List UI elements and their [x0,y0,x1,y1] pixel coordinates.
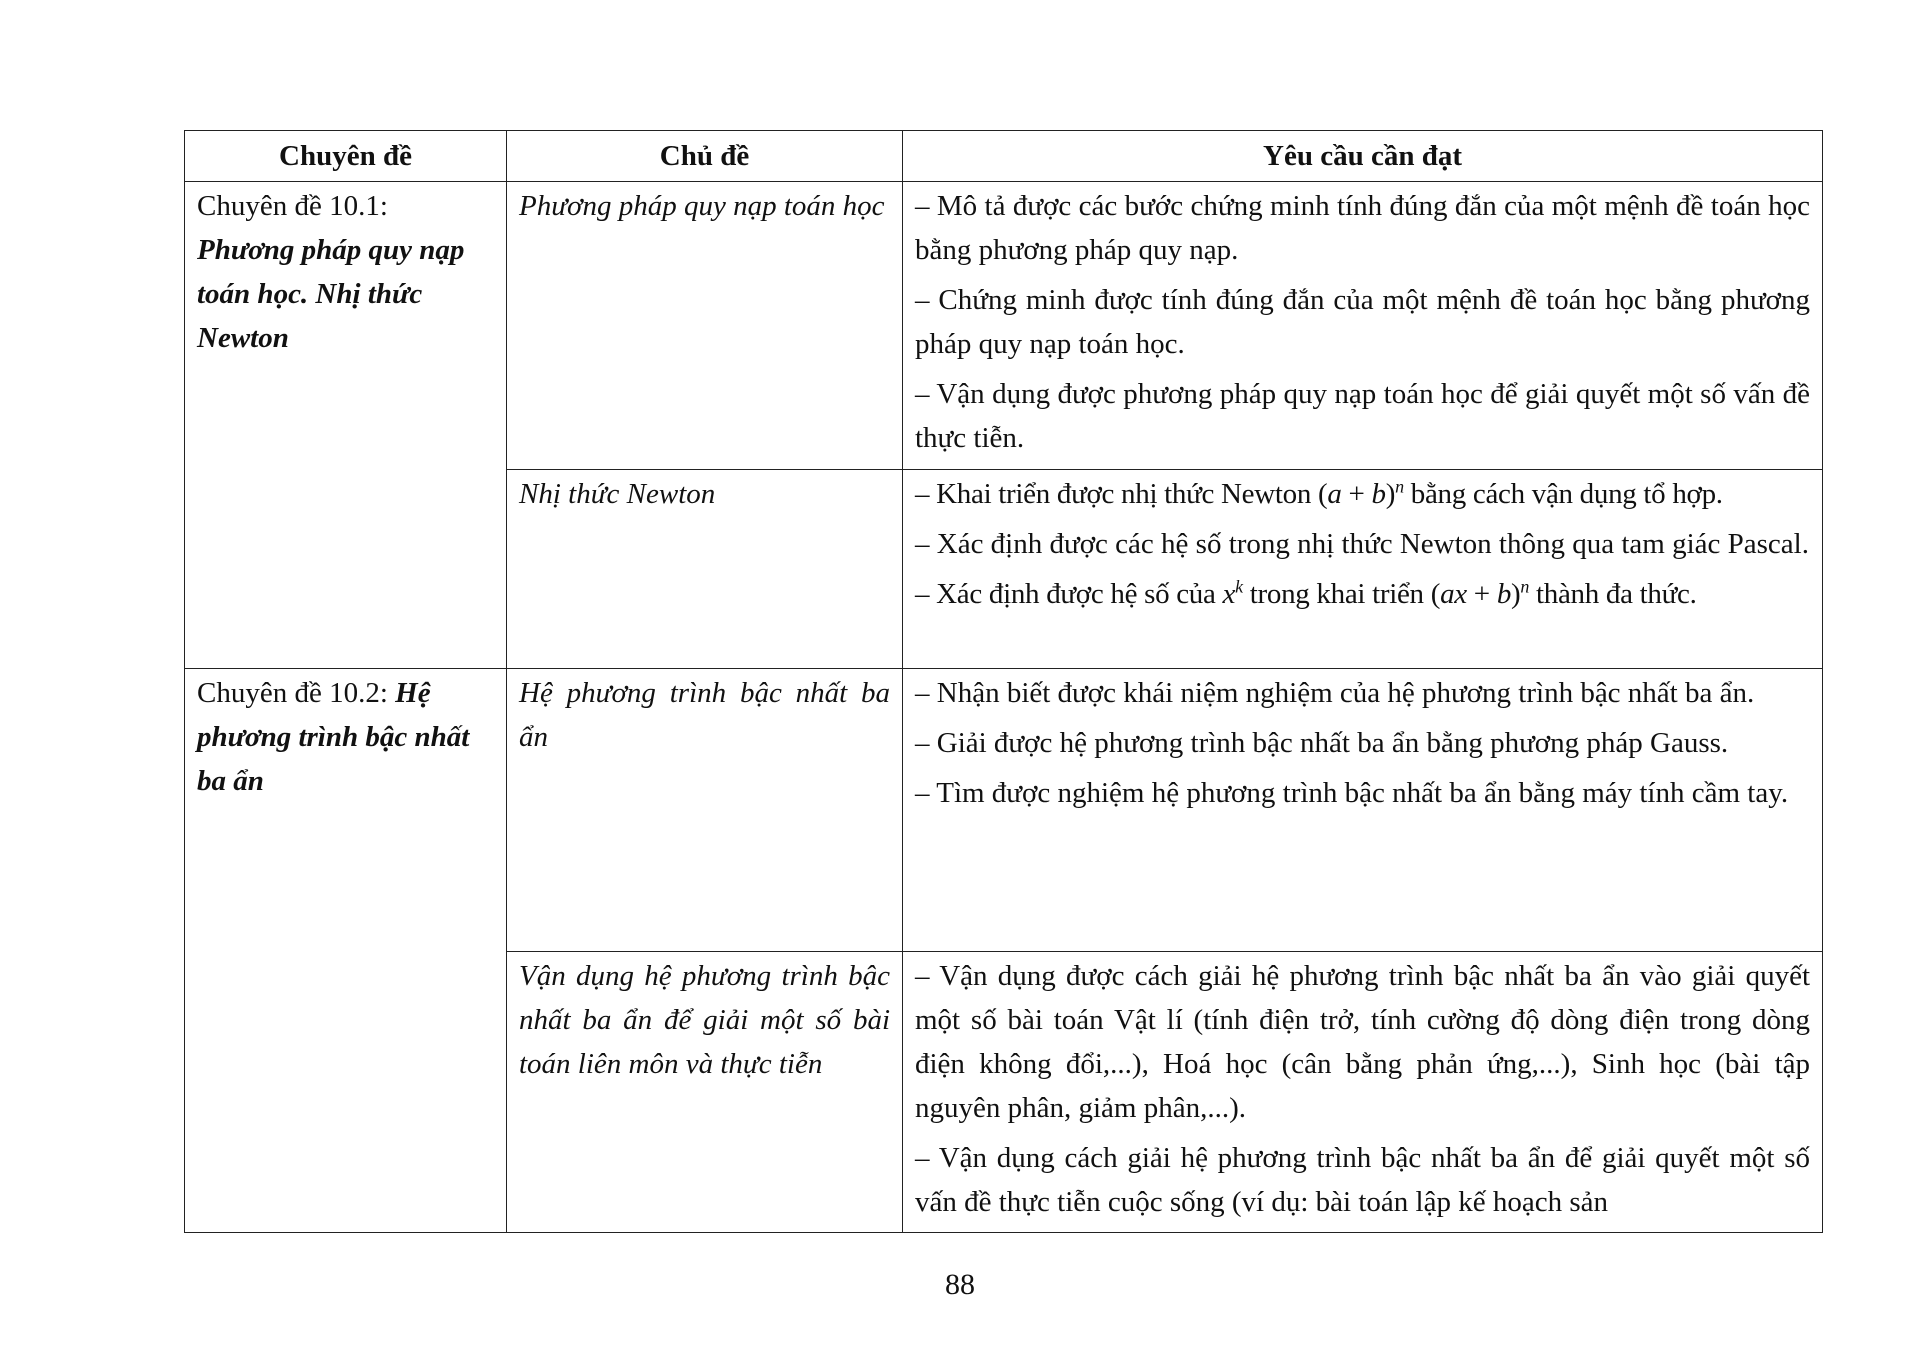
subtopic-cell: Vận dụng hệ phương trình bậc nhất ba ẩn để giải một số bài toán liên môn và thực tiễn [507,952,903,1233]
topic-prefix: Chuyên đề 10.1: [197,190,388,222]
requirement: – Nhận biết được khái niệm nghiệm của hệ phương trình bậc nhất ba ẩn. [915,677,1755,709]
subtopic-cell: Nhị thức Newton [507,470,903,669]
requirements-cell [903,669,1823,952]
requirement: – Vận dụng được cách giải hệ phương trình bậc nhất ba ẩn vào giải quyết một số bài toán Vật lí (tính điện trở, tính cường độ dòng điện trong dòng điện không đổi,...), Hoá học (cân bằng phản ứng,...), Sinh học (bài tập nguyên phân, giảm phân,...). [915,960,1810,1124]
header-yeu-cau: Yêu cầu cần đạt [903,131,1823,182]
requirements-cell [903,182,1823,470]
topic-prefix: Chuyên đề 10.2: [197,677,396,709]
requirement: – Tìm được nghiệm hệ phương trình bậc nhất ba ẩn bằng máy tính cầm tay. [915,777,1789,809]
requirements-cell [903,952,1823,1233]
subtopic-cell: Phương pháp quy nạp toán học [507,182,903,470]
requirement: – Vận dụng được phương pháp quy nạp toán học để giải quyết một số vấn đề thực tiễn. [915,378,1810,454]
requirement: – Xác định được các hệ số trong nhị thức Newton thông qua tam giác Pascal. [915,528,1809,560]
subtopic-cell: Hệ phương trình bậc nhất ba ẩn [507,669,903,952]
page-number: 88 [945,1268,975,1301]
requirements-cell [903,470,1823,669]
topic-title: Hệ phương trình bậc nhất ba ẩn [197,677,470,797]
requirement: – Giải được hệ phương trình bậc nhất ba ẩn bằng phương pháp Gauss. [915,727,1729,759]
requirement: – Khai triển được nhị thức Newton $(a + b)^n$ bằng cách vận dụng tổ hợp. [915,476,1723,510]
topic-cell [185,182,507,669]
table-header-row [185,131,1823,182]
curriculum-table [184,130,1823,1233]
table-row [185,669,1823,952]
requirement: – Vận dụng cách giải hệ phương trình bậc nhất ba ẩn để giải quyết một số vấn đề thực tiễn cuộc sống (ví dụ: bài toán lập kế hoạch sản [915,1142,1810,1218]
topic-title: Phương pháp quy nạp toán học. Nhị thức Newton [197,234,465,354]
requirement: – Chứng minh được tính đúng đắn của một mệnh đề toán học bằng phương pháp quy nạp toán học. [915,284,1810,360]
header-chuyen-de: Chuyên đề [185,131,507,182]
requirement: – Mô tả được các bước chứng minh tính đúng đắn của một mệnh đề toán học bằng phương pháp quy nạp. [915,190,1810,266]
header-chu-de: Chủ đề [507,131,903,182]
requirement: – Xác định được hệ số của $x^k$ trong khai triển (ax + b)$^n$ thành đa thức. [915,576,1697,610]
topic-cell [185,669,507,1233]
table-row [185,182,1823,470]
